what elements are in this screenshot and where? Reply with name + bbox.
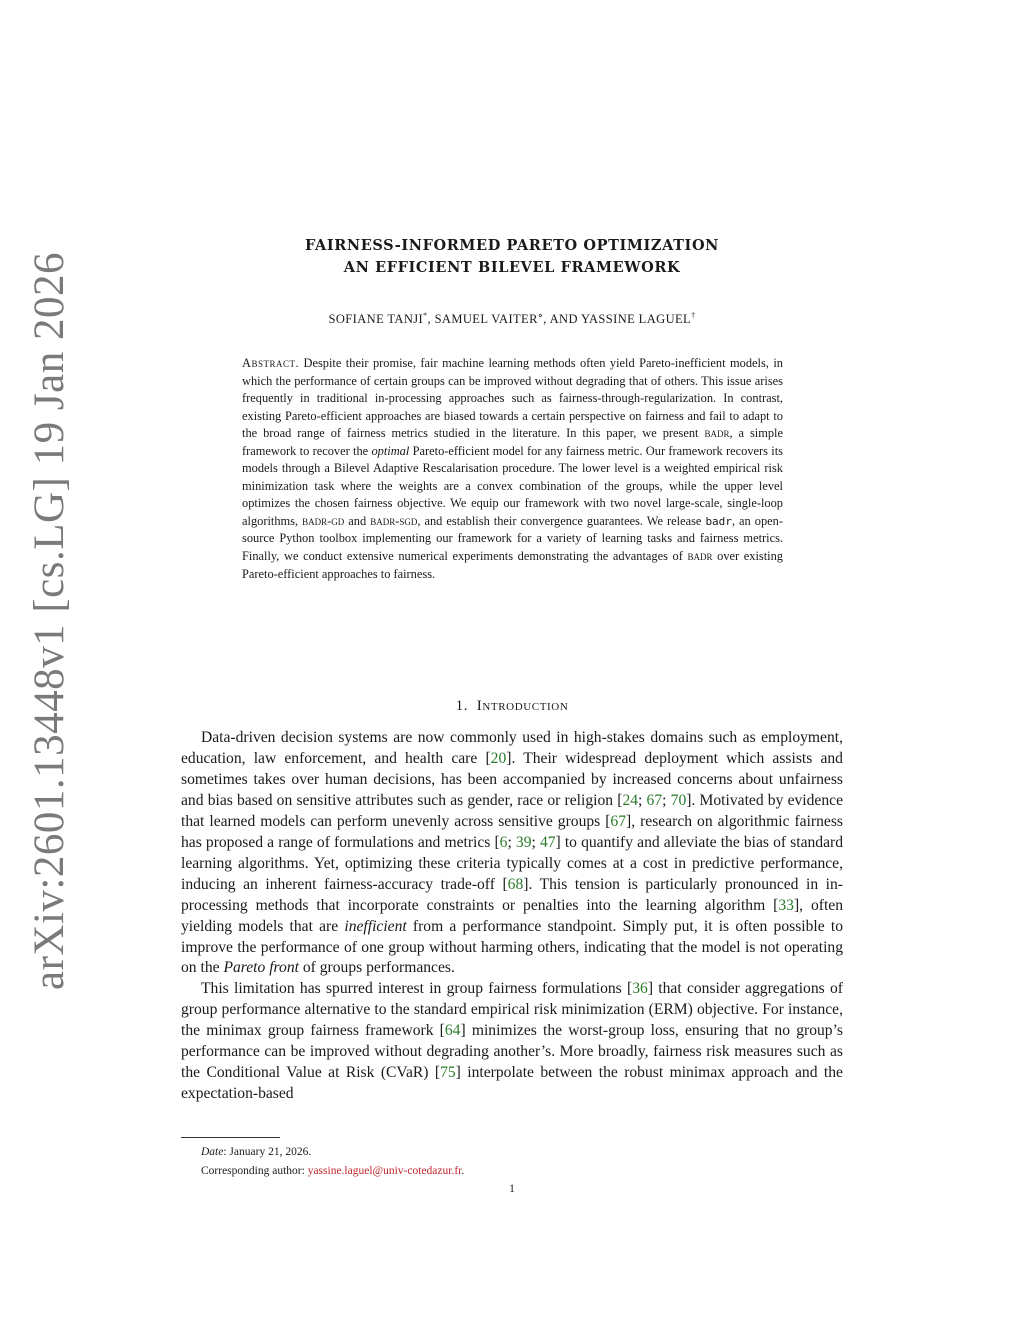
email-end: . [461, 1165, 465, 1177]
citation-link[interactable]: 64 [444, 1022, 461, 1040]
author-3: , AND YASSINE LAGUEL [543, 312, 692, 327]
abstract-text: and [344, 513, 371, 528]
text-run: from a performance standpoint. Simply put, it is often possible to improve the performance of one group without harming others, indicating that the model is not operating on the [181, 917, 843, 977]
text-run: ] to quantify and alleviate the bias of standard learning algorithms. Yet, optimizing these criteria typically comes at a cost in predictive performance, inducing an inherent fairness-accuracy trade-off [ [181, 833, 844, 893]
text-run: This limitation has spurred interest in group fairness formulations [ [201, 980, 633, 998]
text-run: ], often yielding models that are [181, 896, 843, 935]
badr-name: badr [704, 426, 730, 441]
citation-link[interactable]: 33 [778, 896, 794, 914]
author-2: , SAMUEL VAITER [427, 312, 538, 327]
citation-link[interactable]: 70 [670, 791, 687, 809]
author-1: SOFIANE TANJI [328, 312, 424, 327]
section-number: 1. [455, 698, 469, 714]
citation-link[interactable]: 39 [515, 833, 532, 851]
abstract-text: Despite their promise, fair machine learning methods often yield Pareto-inefficient models, in which the performance of certain groups can be improved without degrading that of others. This issue arises frequently in traditional in-processing approaches such as fairness-through-regularization. In contrast, existing Pareto-efficient approaches are biased towards a certain perspective on fairness and fail to adapt to the broad range of fairness metrics studied in the literature. In this paper, we present [242, 356, 783, 441]
citation-link[interactable]: 6 [499, 833, 508, 851]
author-1-mark: * [423, 311, 428, 320]
section-title: Introduction [476, 698, 569, 714]
abstract [242, 355, 783, 583]
text-run: ]. This tension is particularly pronounced in in-processing methods that incorporate constraints or penalties into the learning algorithm [ [181, 875, 844, 914]
citation-link[interactable]: 67 [646, 791, 663, 809]
email-link[interactable]: yassine.laguel@univ-cotedazur.fr [307, 1165, 462, 1177]
abstract-text: over existing Pareto-efficient approaches to fairness. [242, 549, 783, 581]
title-line-2: AN EFFICIENT BILEVEL FRAMEWORK [343, 259, 681, 276]
emphasis: inefficient [344, 917, 407, 935]
arxiv-stamp-text: arXiv:2601.13448v1 [cs.LG] 19 Jan 2026 [26, 252, 73, 990]
text-run: ; [507, 833, 516, 851]
title-line-1: FAIRNESS-INFORMED PARETO OPTIMIZATION [304, 237, 720, 254]
citation-link[interactable]: 75 [440, 1064, 456, 1082]
date-footnote [181, 1143, 843, 1162]
text-run: ] interpolate between the robust minimax approach and the expectation-based [181, 1064, 843, 1103]
section-heading [200, 698, 824, 715]
text-run: ; [531, 833, 540, 851]
citation-link[interactable]: 67 [610, 812, 627, 830]
author-list [200, 311, 824, 327]
abstract-emphasis: optimal [371, 443, 410, 458]
text-run: ] that consider aggregations of group performance alternative to the standard empirical risk minimization (ERM) objective. For instance, the minimax group fairness framework [ [181, 980, 843, 1040]
author-3-mark: † [691, 311, 696, 320]
abstract-text: , a simple framework to recover the [242, 426, 783, 458]
footnotes [181, 1143, 843, 1181]
abstract-text: , an open-source Python toolbox implementing our framework for a variety of learning tasks and fairness metrics. Finally, we conduct extensive numerical experiments demonstrating the advantages of [242, 513, 783, 564]
citation-link[interactable]: 68 [507, 875, 524, 893]
author-2-mark: ⋄ [537, 311, 544, 320]
paper-title [200, 235, 824, 279]
citation-link[interactable]: 20 [490, 749, 507, 767]
emphasis: Pareto front [223, 959, 299, 977]
text-run: ], research on algorithmic fairness has proposed a range of formulations and metrics [ [181, 812, 843, 851]
paragraph-1 [181, 728, 843, 979]
badr-name: badr [687, 549, 713, 564]
footnote-divider [181, 1137, 280, 1138]
citation-link[interactable]: 47 [539, 833, 556, 851]
text-run: ; [662, 791, 671, 809]
page-number: 1 [509, 1183, 515, 1195]
date-label: Date [201, 1146, 224, 1158]
citation-link[interactable]: 36 [632, 980, 648, 998]
badr-sgd-name: badr-sgd [370, 513, 418, 528]
text-run: ]. Their widespread deployment which assists and sometimes takes over human decisions, has been accompanied by increased concerns about unfairness and bias based on sensitive attributes such as gender, race or religion [ [181, 749, 843, 809]
citation-link[interactable]: 24 [622, 791, 639, 809]
abstract-label: Abstract. [242, 356, 300, 370]
corresponding-label: Corresponding author: [201, 1165, 308, 1177]
text-run: ; [638, 791, 647, 809]
badr-gd-name: badr-gd [302, 513, 345, 528]
abstract-text: , and establish their convergence guarantees. We release [417, 513, 706, 528]
text-run: of groups performances. [298, 959, 455, 977]
text-run: ] minimizes the worst-group loss, ensuring that no group’s performance can be improved without degrading another’s. More broadly, fairness risk measures such as the Conditional Value at Risk (CVaR) [ [181, 1022, 843, 1082]
body-text [181, 728, 843, 1105]
abstract-text: Pareto-efficient model for any fairness metric. Our framework recovers its models through a Bilevel Adaptive Rescalarisation procedure. The lower level is a weighted empirical risk minimization task where the weights are a convex combination of the groups, while the upper level optimizes the chosen fairness objective. We equip our framework with two novel large-scale, single-loop algorithms, [242, 443, 783, 528]
text-run: ]. Motivated by evidence that learned models can perform unevenly across sensitive groups [ [181, 791, 843, 830]
corresponding-author-footnote [181, 1162, 843, 1181]
date-value: : January 21, 2026. [223, 1146, 312, 1158]
badr-toolbox-name: badr [705, 514, 732, 528]
text-run: Data-driven decision systems are now commonly used in high-stakes domains such as employment, education, law enforcement, and health care [ [181, 729, 843, 767]
arxiv-stamp [10, 0, 90, 990]
paragraph-2 [181, 979, 843, 1105]
